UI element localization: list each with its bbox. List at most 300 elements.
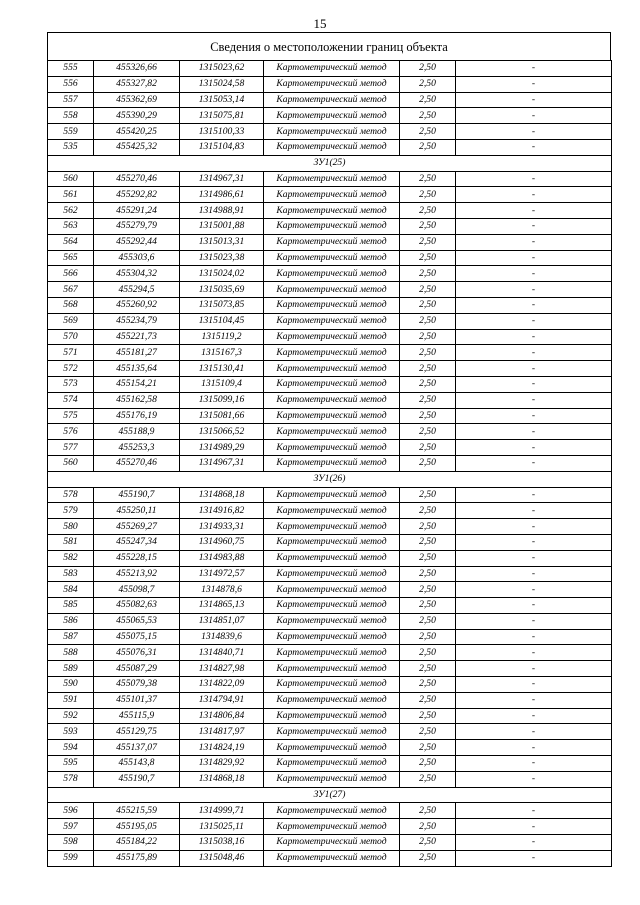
method-cell: Картометрический метод <box>264 61 400 77</box>
accuracy-cell: 2,50 <box>400 661 456 677</box>
description-cell: - <box>456 203 612 219</box>
description-cell: - <box>456 455 612 471</box>
description-cell: - <box>456 234 612 250</box>
point-number: 598 <box>48 835 94 851</box>
description-cell: - <box>456 282 612 298</box>
method-cell: Картометрический метод <box>264 187 400 203</box>
method-cell: Картометрический метод <box>264 408 400 424</box>
accuracy-cell: 2,50 <box>400 629 456 645</box>
coordinate-x: 455362,69 <box>94 92 180 108</box>
table-row <box>48 76 612 92</box>
point-number: 575 <box>48 408 94 424</box>
coordinate-y: 1314986,61 <box>180 187 264 203</box>
point-number: 596 <box>48 803 94 819</box>
coordinate-x: 455215,59 <box>94 803 180 819</box>
table-row <box>48 313 612 329</box>
table-row <box>48 850 612 866</box>
coordinate-x: 455304,32 <box>94 266 180 282</box>
point-number: 597 <box>48 819 94 835</box>
coordinate-x: 455292,82 <box>94 187 180 203</box>
table-row <box>48 519 612 535</box>
table-row <box>48 835 612 851</box>
coordinate-x: 455213,92 <box>94 566 180 582</box>
coordinate-y: 1314794,91 <box>180 692 264 708</box>
accuracy-cell: 2,50 <box>400 455 456 471</box>
accuracy-cell: 2,50 <box>400 803 456 819</box>
table-row <box>48 661 612 677</box>
description-cell: - <box>456 503 612 519</box>
table-row <box>48 266 612 282</box>
coordinate-y: 1314989,29 <box>180 440 264 456</box>
coordinate-y: 1314868,18 <box>180 771 264 787</box>
table-row <box>48 677 612 693</box>
table-row <box>48 376 612 392</box>
coordinate-y: 1315104,45 <box>180 313 264 329</box>
coordinate-x: 455234,79 <box>94 313 180 329</box>
section-label: ЗУ1(25) <box>48 155 612 171</box>
method-cell: Картометрический метод <box>264 850 400 866</box>
point-number: 555 <box>48 61 94 77</box>
description-cell: - <box>456 139 612 155</box>
accuracy-cell: 2,50 <box>400 503 456 519</box>
method-cell: Картометрический метод <box>264 124 400 140</box>
description-cell: - <box>456 297 612 313</box>
coordinate-x: 455269,27 <box>94 519 180 535</box>
method-cell: Картометрический метод <box>264 708 400 724</box>
table-row <box>48 692 612 708</box>
description-cell: - <box>456 519 612 535</box>
table-row <box>48 598 612 614</box>
accuracy-cell: 2,50 <box>400 724 456 740</box>
method-cell: Картометрический метод <box>264 376 400 392</box>
point-number: 560 <box>48 455 94 471</box>
accuracy-cell: 2,50 <box>400 250 456 266</box>
method-cell: Картометрический метод <box>264 424 400 440</box>
coordinate-x: 455303,6 <box>94 250 180 266</box>
coordinate-x: 455425,32 <box>94 139 180 155</box>
coordinate-y: 1314824,19 <box>180 740 264 756</box>
method-cell: Картометрический метод <box>264 250 400 266</box>
method-cell: Картометрический метод <box>264 487 400 503</box>
coordinate-x: 455279,79 <box>94 218 180 234</box>
method-cell: Картометрический метод <box>264 692 400 708</box>
point-number: 585 <box>48 598 94 614</box>
point-number: 584 <box>48 582 94 598</box>
accuracy-cell: 2,50 <box>400 361 456 377</box>
accuracy-cell: 2,50 <box>400 645 456 661</box>
coordinate-x: 455195,05 <box>94 819 180 835</box>
coordinate-x: 455228,15 <box>94 550 180 566</box>
coordinate-y: 1314865,13 <box>180 598 264 614</box>
table-row <box>48 424 612 440</box>
point-number: 588 <box>48 645 94 661</box>
coordinate-y: 1314972,57 <box>180 566 264 582</box>
coordinate-y: 1315104,83 <box>180 139 264 155</box>
point-number: 556 <box>48 76 94 92</box>
point-number: 578 <box>48 771 94 787</box>
coordinate-y: 1314999,71 <box>180 803 264 819</box>
coordinate-y: 1315038,16 <box>180 835 264 851</box>
coordinate-y: 1314916,82 <box>180 503 264 519</box>
method-cell: Картометрический метод <box>264 740 400 756</box>
coordinate-y: 1315081,66 <box>180 408 264 424</box>
accuracy-cell: 2,50 <box>400 692 456 708</box>
coordinate-x: 455390,29 <box>94 108 180 124</box>
method-cell: Картометрический метод <box>264 203 400 219</box>
table-row <box>48 724 612 740</box>
coordinate-x: 455420,25 <box>94 124 180 140</box>
accuracy-cell: 2,50 <box>400 139 456 155</box>
description-cell: - <box>456 266 612 282</box>
description-cell: - <box>456 550 612 566</box>
coordinate-y: 1315066,52 <box>180 424 264 440</box>
point-number: 595 <box>48 756 94 772</box>
coordinate-y: 1314967,31 <box>180 171 264 187</box>
description-cell: - <box>456 835 612 851</box>
point-number: 567 <box>48 282 94 298</box>
accuracy-cell: 2,50 <box>400 756 456 772</box>
table-row <box>48 345 612 361</box>
point-number: 564 <box>48 234 94 250</box>
coordinate-y: 1315109,4 <box>180 376 264 392</box>
coordinate-y: 1315048,46 <box>180 850 264 866</box>
accuracy-cell: 2,50 <box>400 850 456 866</box>
accuracy-cell: 2,50 <box>400 124 456 140</box>
method-cell: Картометрический метод <box>264 835 400 851</box>
coordinate-y: 1314967,31 <box>180 455 264 471</box>
method-cell: Картометрический метод <box>264 677 400 693</box>
point-number: 535 <box>48 139 94 155</box>
coordinate-x: 455079,38 <box>94 677 180 693</box>
method-cell: Картометрический метод <box>264 139 400 155</box>
description-cell: - <box>456 487 612 503</box>
description-cell: - <box>456 629 612 645</box>
accuracy-cell: 2,50 <box>400 187 456 203</box>
point-number: 591 <box>48 692 94 708</box>
table-row <box>48 203 612 219</box>
coordinate-x: 455260,92 <box>94 297 180 313</box>
accuracy-cell: 2,50 <box>400 234 456 250</box>
table-row <box>48 92 612 108</box>
coordinate-x: 455250,11 <box>94 503 180 519</box>
accuracy-cell: 2,50 <box>400 203 456 219</box>
coordinate-y: 1314851,07 <box>180 613 264 629</box>
coordinate-x: 455181,27 <box>94 345 180 361</box>
description-cell: - <box>456 76 612 92</box>
description-cell: - <box>456 803 612 819</box>
description-cell: - <box>456 850 612 866</box>
accuracy-cell: 2,50 <box>400 534 456 550</box>
coordinates-table <box>47 60 612 867</box>
coordinate-x: 455176,19 <box>94 408 180 424</box>
description-cell: - <box>456 613 612 629</box>
coordinate-x: 455270,46 <box>94 455 180 471</box>
description-cell: - <box>456 819 612 835</box>
point-number: 572 <box>48 361 94 377</box>
table-row <box>48 582 612 598</box>
accuracy-cell: 2,50 <box>400 297 456 313</box>
coordinate-y: 1314840,71 <box>180 645 264 661</box>
coordinate-x: 455327,82 <box>94 76 180 92</box>
table-row <box>48 329 612 345</box>
accuracy-cell: 2,50 <box>400 740 456 756</box>
method-cell: Картометрический метод <box>264 266 400 282</box>
accuracy-cell: 2,50 <box>400 108 456 124</box>
description-cell: - <box>456 708 612 724</box>
method-cell: Картометрический метод <box>264 661 400 677</box>
coordinate-x: 455184,22 <box>94 835 180 851</box>
coordinate-y: 1315024,02 <box>180 266 264 282</box>
point-number: 558 <box>48 108 94 124</box>
description-cell: - <box>456 771 612 787</box>
accuracy-cell: 2,50 <box>400 440 456 456</box>
description-cell: - <box>456 313 612 329</box>
description-cell: - <box>456 724 612 740</box>
point-number: 582 <box>48 550 94 566</box>
coordinate-x: 455098,7 <box>94 582 180 598</box>
description-cell: - <box>456 408 612 424</box>
coordinate-y: 1314806,84 <box>180 708 264 724</box>
table-row <box>48 250 612 266</box>
point-number: 586 <box>48 613 94 629</box>
accuracy-cell: 2,50 <box>400 392 456 408</box>
accuracy-cell: 2,50 <box>400 266 456 282</box>
accuracy-cell: 2,50 <box>400 218 456 234</box>
table-row <box>48 108 612 124</box>
method-cell: Картометрический метод <box>264 819 400 835</box>
point-number: 565 <box>48 250 94 266</box>
coordinate-x: 455075,15 <box>94 629 180 645</box>
description-cell: - <box>456 598 612 614</box>
point-number: 594 <box>48 740 94 756</box>
table-row <box>48 392 612 408</box>
point-number: 569 <box>48 313 94 329</box>
table-row <box>48 234 612 250</box>
table-row <box>48 771 612 787</box>
method-cell: Картометрический метод <box>264 629 400 645</box>
method-cell: Картометрический метод <box>264 582 400 598</box>
table-row <box>48 187 612 203</box>
description-cell: - <box>456 250 612 266</box>
table-row <box>48 440 612 456</box>
accuracy-cell: 2,50 <box>400 566 456 582</box>
coordinate-x: 455294,5 <box>94 282 180 298</box>
accuracy-cell: 2,50 <box>400 313 456 329</box>
coordinate-y: 1315119,2 <box>180 329 264 345</box>
method-cell: Картометрический метод <box>264 218 400 234</box>
description-cell: - <box>456 756 612 772</box>
table-row <box>48 756 612 772</box>
point-number: 578 <box>48 487 94 503</box>
table-row <box>48 645 612 661</box>
method-cell: Картометрический метод <box>264 566 400 582</box>
coordinate-y: 1314822,09 <box>180 677 264 693</box>
accuracy-cell: 2,50 <box>400 424 456 440</box>
coordinate-y: 1314829,92 <box>180 756 264 772</box>
coordinate-y: 1315099,16 <box>180 392 264 408</box>
table-body <box>48 61 612 867</box>
accuracy-cell: 2,50 <box>400 550 456 566</box>
point-number: 559 <box>48 124 94 140</box>
description-cell: - <box>456 392 612 408</box>
coordinate-y: 1315035,69 <box>180 282 264 298</box>
table-row <box>48 361 612 377</box>
method-cell: Картометрический метод <box>264 392 400 408</box>
accuracy-cell: 2,50 <box>400 835 456 851</box>
method-cell: Картометрический метод <box>264 297 400 313</box>
coordinate-y: 1314839,6 <box>180 629 264 645</box>
point-number: 566 <box>48 266 94 282</box>
method-cell: Картометрический метод <box>264 345 400 361</box>
coordinate-x: 455270,46 <box>94 171 180 187</box>
description-cell: - <box>456 740 612 756</box>
coordinate-x: 455137,07 <box>94 740 180 756</box>
description-cell: - <box>456 108 612 124</box>
description-cell: - <box>456 329 612 345</box>
point-number: 579 <box>48 503 94 519</box>
coordinate-y: 1315167,3 <box>180 345 264 361</box>
point-number: 574 <box>48 392 94 408</box>
coordinate-x: 455326,66 <box>94 61 180 77</box>
coordinate-x: 455129,75 <box>94 724 180 740</box>
description-cell: - <box>456 92 612 108</box>
description-cell: - <box>456 566 612 582</box>
section-row <box>48 471 612 487</box>
accuracy-cell: 2,50 <box>400 582 456 598</box>
method-cell: Картометрический метод <box>264 503 400 519</box>
accuracy-cell: 2,50 <box>400 708 456 724</box>
accuracy-cell: 2,50 <box>400 329 456 345</box>
point-number: 571 <box>48 345 94 361</box>
method-cell: Картометрический метод <box>264 550 400 566</box>
table-row <box>48 708 612 724</box>
method-cell: Картометрический метод <box>264 329 400 345</box>
description-cell: - <box>456 218 612 234</box>
coordinate-x: 455143,8 <box>94 756 180 772</box>
table-row <box>48 629 612 645</box>
coordinate-x: 455162,58 <box>94 392 180 408</box>
coordinate-y: 1314817,97 <box>180 724 264 740</box>
table-row <box>48 124 612 140</box>
description-cell: - <box>456 424 612 440</box>
accuracy-cell: 2,50 <box>400 613 456 629</box>
section-row <box>48 155 612 171</box>
coordinate-x: 455188,9 <box>94 424 180 440</box>
accuracy-cell: 2,50 <box>400 92 456 108</box>
description-cell: - <box>456 692 612 708</box>
point-number: 562 <box>48 203 94 219</box>
table-row <box>48 297 612 313</box>
coordinate-x: 455101,37 <box>94 692 180 708</box>
accuracy-cell: 2,50 <box>400 771 456 787</box>
point-number: 576 <box>48 424 94 440</box>
point-number: 587 <box>48 629 94 645</box>
coordinate-y: 1315024,58 <box>180 76 264 92</box>
table-row <box>48 613 612 629</box>
description-cell: - <box>456 440 612 456</box>
method-cell: Картометрический метод <box>264 519 400 535</box>
coordinate-y: 1314933,31 <box>180 519 264 535</box>
section-label: ЗУ1(26) <box>48 471 612 487</box>
description-cell: - <box>456 361 612 377</box>
coordinate-y: 1315075,81 <box>180 108 264 124</box>
point-number: 570 <box>48 329 94 345</box>
coordinate-y: 1315073,85 <box>180 297 264 313</box>
coordinate-x: 455154,21 <box>94 376 180 392</box>
method-cell: Картометрический метод <box>264 234 400 250</box>
coordinate-y: 1314988,91 <box>180 203 264 219</box>
point-number: 581 <box>48 534 94 550</box>
coordinate-x: 455087,29 <box>94 661 180 677</box>
method-cell: Картометрический метод <box>264 455 400 471</box>
coordinate-y: 1315025,11 <box>180 819 264 835</box>
table-row <box>48 803 612 819</box>
accuracy-cell: 2,50 <box>400 282 456 298</box>
table-row <box>48 503 612 519</box>
point-number: 592 <box>48 708 94 724</box>
table-row <box>48 487 612 503</box>
method-cell: Картометрический метод <box>264 171 400 187</box>
coordinate-x: 455190,7 <box>94 487 180 503</box>
section-row <box>48 787 612 803</box>
method-cell: Картометрический метод <box>264 756 400 772</box>
section-label: ЗУ1(27) <box>48 787 612 803</box>
accuracy-cell: 2,50 <box>400 61 456 77</box>
table-row <box>48 566 612 582</box>
point-number: 568 <box>48 297 94 313</box>
coordinate-y: 1315130,41 <box>180 361 264 377</box>
accuracy-cell: 2,50 <box>400 376 456 392</box>
coordinate-x: 455135,64 <box>94 361 180 377</box>
coordinate-y: 1315001,88 <box>180 218 264 234</box>
description-cell: - <box>456 677 612 693</box>
description-cell: - <box>456 171 612 187</box>
method-cell: Картометрический метод <box>264 108 400 124</box>
description-cell: - <box>456 61 612 77</box>
point-number: 589 <box>48 661 94 677</box>
method-cell: Картометрический метод <box>264 771 400 787</box>
table-row <box>48 218 612 234</box>
coordinate-x: 455190,7 <box>94 771 180 787</box>
coordinate-x: 455253,3 <box>94 440 180 456</box>
coordinate-y: 1314868,18 <box>180 487 264 503</box>
accuracy-cell: 2,50 <box>400 408 456 424</box>
point-number: 573 <box>48 376 94 392</box>
point-number: 590 <box>48 677 94 693</box>
point-number: 583 <box>48 566 94 582</box>
accuracy-cell: 2,50 <box>400 76 456 92</box>
method-cell: Картометрический метод <box>264 724 400 740</box>
accuracy-cell: 2,50 <box>400 345 456 361</box>
table-row <box>48 282 612 298</box>
accuracy-cell: 2,50 <box>400 819 456 835</box>
point-number: 580 <box>48 519 94 535</box>
method-cell: Картометрический метод <box>264 361 400 377</box>
coordinate-x: 455115,9 <box>94 708 180 724</box>
point-number: 577 <box>48 440 94 456</box>
description-cell: - <box>456 376 612 392</box>
method-cell: Картометрический метод <box>264 313 400 329</box>
coordinate-y: 1315023,62 <box>180 61 264 77</box>
point-number: 560 <box>48 171 94 187</box>
coordinate-x: 455292,44 <box>94 234 180 250</box>
point-number: 593 <box>48 724 94 740</box>
table-row <box>48 740 612 756</box>
coordinate-x: 455247,34 <box>94 534 180 550</box>
coordinate-x: 455291,24 <box>94 203 180 219</box>
method-cell: Картометрический метод <box>264 645 400 661</box>
method-cell: Картометрический метод <box>264 92 400 108</box>
